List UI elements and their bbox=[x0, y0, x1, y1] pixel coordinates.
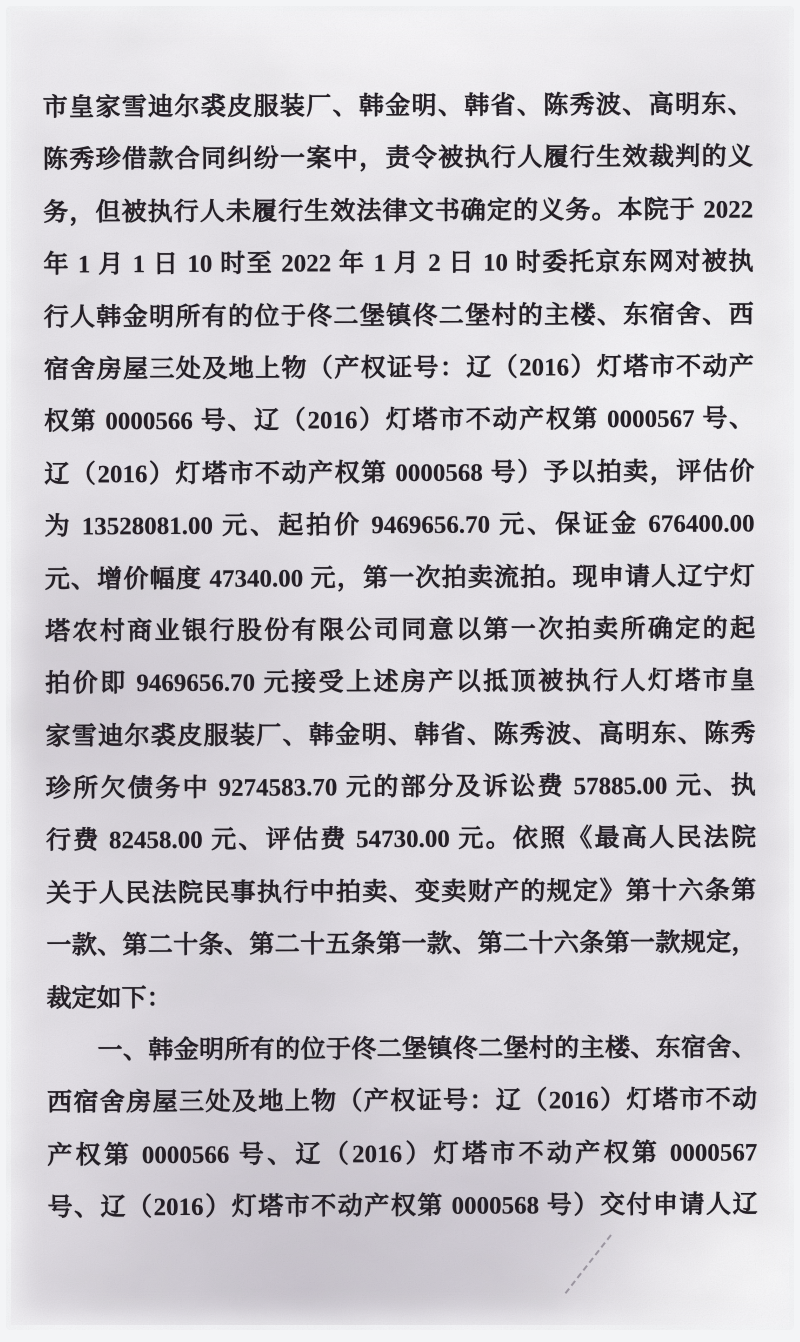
text-line: 辽（2016）灯塔市不动产权第 0000568 号）予以拍卖，评估价 bbox=[44, 458, 755, 489]
text-line: 权第 0000566 号、辽（2016）灯塔市不动产权第 0000567 号、 bbox=[44, 405, 755, 436]
text-line: 珍所欠债务中 9274583.70 元的部分及诉讼费 57885.00 元、执 bbox=[45, 772, 756, 803]
text-line: 家雪迪尔裘皮服装厂、韩金明、韩省、陈秀波、高明东、陈秀 bbox=[45, 720, 756, 751]
scanned-page bbox=[6, 6, 794, 1330]
text-line: 年 1 月 1 日 10 时至 2022 年 1 月 2 日 10 时委托京东网对被执 bbox=[43, 248, 754, 279]
text-line: 拍价即 9469656.70 元接受上述房产以抵顶被执行人灯塔市皇 bbox=[45, 667, 756, 698]
text-line: 行费 82458.00 元、评估费 54730.00 元。依照《最高人民法院 bbox=[45, 824, 757, 856]
text-line: 为 13528081.00 元、起拍价 9469656.70 元、保证金 676400.00 bbox=[44, 510, 755, 541]
text-line-ruling-intro: 裁定如下： bbox=[46, 984, 172, 1013]
text-line: 西宿舍房屋三处及地上物（产权证号：辽（2016）灯塔市不动 bbox=[47, 1086, 758, 1117]
text-line: 宿舍房屋三处及地上物（产权证号：辽（2016）灯塔市不动产 bbox=[43, 353, 754, 384]
text-line: 塔农村商业银行股份有限公司同意以第一次拍卖所确定的起 bbox=[44, 615, 756, 646]
document-text bbox=[6, 6, 794, 1235]
scratch-mark bbox=[565, 1234, 612, 1294]
text-line: 市皇家雪迪尔裘皮服装厂、韩金明、韩省、陈秀波、高明东、 bbox=[42, 91, 753, 122]
text-line: 一款、第二十条、第二十五条第一款、第二十六条第一款规定， bbox=[46, 929, 757, 960]
text-line: 关于人民法院民事执行中拍卖、变卖财产的规定》第十六条第 bbox=[46, 877, 757, 908]
text-line: 行人韩金明所有的位于佟二堡镇佟二堡村的主楼、东宿舍、西 bbox=[43, 301, 754, 332]
text-line: 产权第 0000566 号、辽（2016）灯塔市不动产权第 0000567 bbox=[47, 1139, 758, 1170]
text-line: 元、增价幅度 47340.00 元，第一次拍卖流拍。现申请人辽宁灯 bbox=[44, 562, 755, 594]
screenshot-root bbox=[0, 6, 800, 1342]
text-line: 一、韩金明所有的位于佟二堡镇佟二堡村的主楼、东宿舍、 bbox=[46, 1034, 757, 1065]
text-line: 务，但被执行人未履行生效法律文书确定的义务。本院于 2022 bbox=[43, 196, 754, 227]
text-line: 陈秀珍借款合同纠纷一案中，责令被执行人履行生效裁判的义 bbox=[42, 143, 754, 174]
text-line: 号、辽（2016）灯塔市不动产权第 0000568 号）交付申请人辽 bbox=[47, 1191, 758, 1222]
